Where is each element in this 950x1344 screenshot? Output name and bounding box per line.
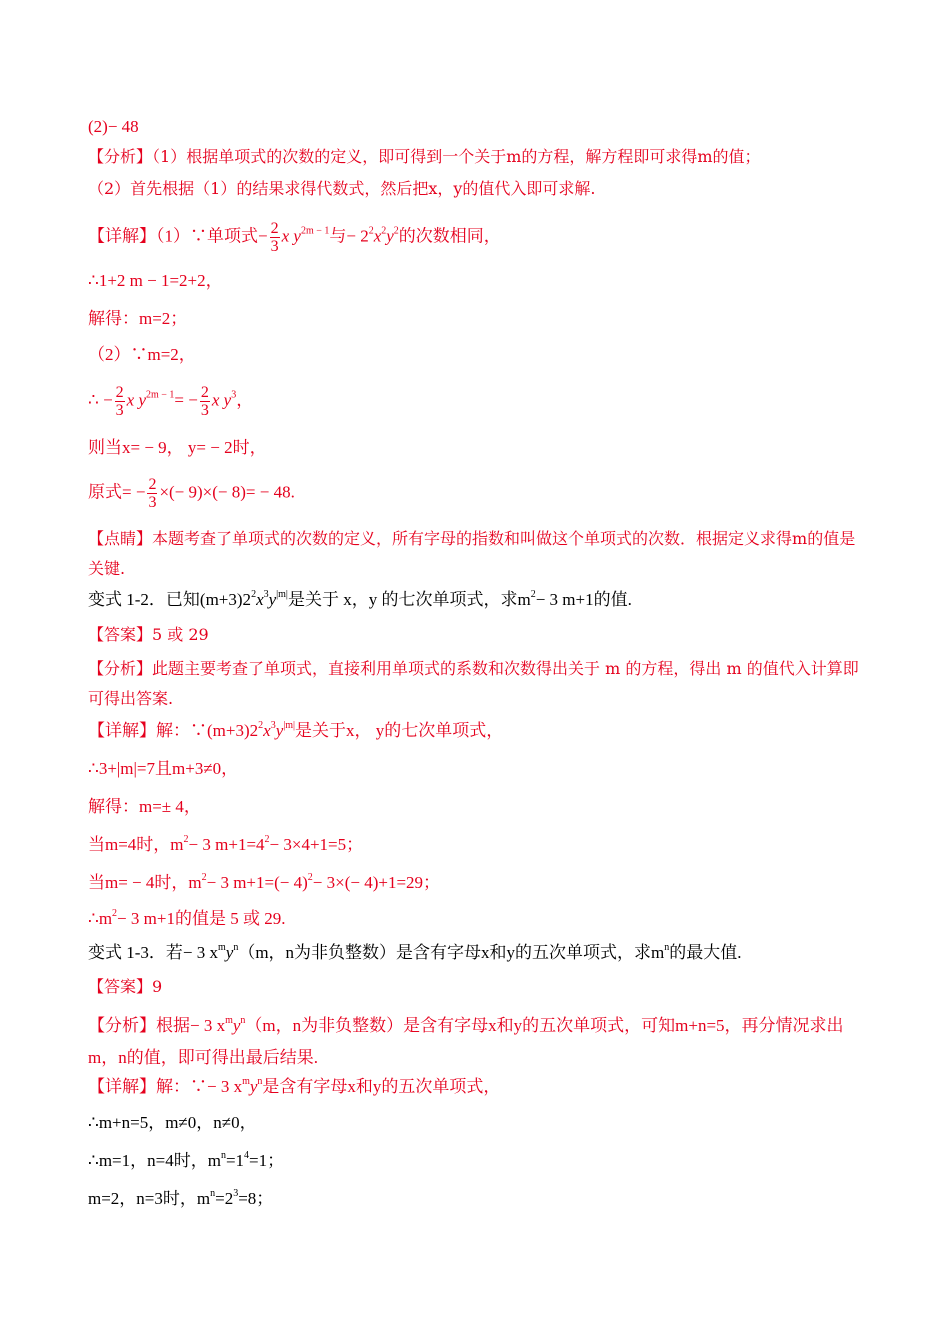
exponent: 2 bbox=[251, 589, 257, 600]
exponent: m bbox=[218, 942, 226, 953]
detail-line-11 bbox=[88, 834, 870, 856]
question-text: 的最大值. bbox=[669, 943, 742, 962]
equation-text: （2）∵m=2， bbox=[88, 345, 196, 364]
exponent: n bbox=[664, 942, 670, 953]
detail-line-9 bbox=[88, 758, 870, 780]
math-var: x y bbox=[211, 390, 232, 410]
analysis-text: （m，n为非负整数）是含有字母x和y的五次单项式，可知m+n=5，再分情况求出m，n的值，即可得出最后结果. bbox=[88, 1016, 844, 1067]
detail-text: 解：∵− 3 x bbox=[156, 1077, 243, 1096]
answer-text: 5 或 29 bbox=[152, 625, 209, 644]
equation-text: ∴m=1，n=4时，m bbox=[88, 1151, 221, 1170]
detail-line-14 bbox=[88, 1076, 870, 1098]
equation-text: ∴1+2 m − 1=2+2， bbox=[88, 271, 223, 290]
equation-text: 解得：m=2； bbox=[88, 309, 188, 328]
detail-line-6 bbox=[88, 437, 870, 459]
answer-part-2 bbox=[88, 116, 870, 138]
detail-line-12 bbox=[88, 872, 870, 894]
detail-line-15 bbox=[88, 1112, 870, 1134]
fraction bbox=[200, 384, 210, 419]
exponent: n bbox=[233, 942, 239, 953]
exponent: n bbox=[240, 1015, 246, 1026]
math-var: y bbox=[232, 1016, 241, 1035]
detail-line-17 bbox=[88, 1188, 870, 1210]
detail-line-4 bbox=[88, 344, 870, 366]
equation-text: − 3 m+1=(− 4) bbox=[206, 873, 308, 892]
equation-text: =2 bbox=[215, 1189, 234, 1208]
detail-text: 解：∵(m+3)2 bbox=[156, 721, 259, 740]
exponent: 2 bbox=[307, 872, 313, 883]
exponent: n bbox=[210, 1188, 216, 1199]
exponent: 4 bbox=[244, 1150, 250, 1161]
answer-tag: 【答案】 bbox=[88, 977, 153, 996]
math-var: y bbox=[268, 590, 277, 609]
fraction bbox=[270, 220, 280, 255]
detail-tag: 【详解】 bbox=[88, 1077, 156, 1096]
fraction bbox=[147, 476, 157, 511]
analysis-text: 根据− 3 x bbox=[156, 1016, 226, 1035]
answer-tag: 【答案】 bbox=[88, 625, 153, 644]
exponent: 2 bbox=[264, 834, 270, 845]
equation-text: ， bbox=[236, 390, 254, 410]
exponent: 3 bbox=[263, 589, 269, 600]
math-expr: (m+3)2 bbox=[199, 590, 252, 609]
detail-text: 是关于x， y的七次单项式， bbox=[295, 721, 504, 740]
equation-text: ×(− 9)×(− 8)= − 48. bbox=[159, 482, 295, 502]
fraction-numerator: 2 bbox=[148, 476, 157, 493]
detail-text: 是含有字母x和y的五次单项式， bbox=[262, 1077, 501, 1096]
math-var: y bbox=[249, 1077, 258, 1096]
exponent: 2 bbox=[183, 834, 189, 845]
math-var: y bbox=[275, 721, 284, 740]
analysis-tag: 【分析】 bbox=[88, 659, 153, 678]
math-var: x bbox=[256, 590, 264, 609]
comment-tag: 【点睛】 bbox=[88, 529, 153, 548]
equation-text: ∴3+|m|=7且m+3≠0， bbox=[88, 759, 239, 778]
equation-text: − 3 m+1的值是 5 或 29. bbox=[117, 909, 286, 928]
equation-text: 原式= − bbox=[88, 482, 146, 502]
exponent: 2m − 1 bbox=[300, 225, 330, 237]
detail-line-13 bbox=[88, 908, 870, 930]
question-text: （m，n为非负整数）是含有字母x和y的五次单项式，求m bbox=[238, 943, 665, 962]
fraction-denominator: 3 bbox=[270, 238, 279, 255]
equation-text: =1 bbox=[225, 1151, 245, 1170]
question-text: 变式 1-3．若− 3 x bbox=[88, 943, 218, 962]
detail-tag: 【详解】 bbox=[88, 721, 156, 740]
equation-text: = − bbox=[174, 390, 198, 410]
detail-line-5 bbox=[88, 384, 870, 419]
exponent: |m| bbox=[276, 589, 288, 600]
exponent: 3 bbox=[233, 1188, 239, 1199]
equation-text: m=2，n=3时，m bbox=[88, 1189, 211, 1208]
exponent: m bbox=[242, 1076, 250, 1087]
math-var: x y bbox=[126, 390, 146, 410]
question-text: 变式 1-2．已知 bbox=[88, 590, 200, 609]
exponent: n bbox=[257, 1076, 263, 1087]
exponent: 2 bbox=[368, 225, 374, 237]
exponent: |m| bbox=[283, 720, 296, 731]
comment-text: 本题考查了单项式的次数的定义，所有字母的指数和叫做这个单项式的次数．根据定义求得m的值是关键. bbox=[88, 529, 856, 578]
equation-text: 当m= − 4时，m bbox=[88, 873, 202, 892]
exponent: 2 bbox=[201, 872, 207, 883]
math-var: x y bbox=[281, 226, 301, 246]
exponent: 2m − 1 bbox=[146, 389, 175, 401]
equation-text: =8； bbox=[238, 1189, 274, 1208]
detail-line-3 bbox=[88, 308, 870, 330]
analysis-line-1 bbox=[88, 146, 870, 168]
equation-text: ∴m+n=5，m≠0，n≠0， bbox=[88, 1113, 257, 1132]
fraction-numerator: 2 bbox=[115, 384, 124, 401]
fraction bbox=[115, 384, 125, 419]
detail-line-8 bbox=[88, 718, 870, 744]
analysis-text: （2）首先根据（1）的结果求得代数式，然后把x，y的值代入即可求解. bbox=[88, 179, 596, 198]
equation-text: =1； bbox=[249, 1151, 285, 1170]
detail-line-16 bbox=[88, 1150, 870, 1172]
variant-1-2-question bbox=[88, 588, 870, 612]
question-text: 是关于 x，y 的七次单项式，求m bbox=[287, 590, 531, 609]
detail-line-7 bbox=[88, 476, 870, 511]
equation-text: − 3 m+1=4 bbox=[188, 835, 265, 854]
math-var: x bbox=[263, 721, 271, 740]
equation-text: ∴m bbox=[88, 909, 113, 928]
detail-text: （1）∵单项式− bbox=[156, 226, 268, 246]
answer-line bbox=[88, 976, 870, 998]
equation-text: 则当x= − 9， y= − 2时， bbox=[88, 438, 267, 457]
answer-text: (2)− 48 bbox=[88, 117, 139, 136]
detail-line-1 bbox=[88, 220, 870, 255]
analysis-text: 此题主要考查了单项式，直接利用单项式的系数和次数得出关于 m 的方程，得出 m 的值代入计算即可得出答案. bbox=[88, 659, 859, 708]
fraction-numerator: 2 bbox=[270, 220, 279, 237]
detail-tag: 【详解】 bbox=[88, 226, 156, 246]
equation-text: − 3×4+1=5； bbox=[269, 835, 364, 854]
math-var: x bbox=[373, 226, 382, 246]
math-var: y bbox=[225, 943, 234, 962]
analysis-tag: 【分析】 bbox=[88, 1016, 156, 1035]
exponent: m bbox=[225, 1015, 233, 1026]
fraction-denominator: 3 bbox=[148, 494, 157, 511]
equation-text: ∴ − bbox=[88, 390, 113, 410]
exponent: 3 bbox=[270, 720, 276, 731]
equation-text: 当m=4时，m bbox=[88, 835, 184, 854]
detail-text: 的次数相同， bbox=[398, 226, 501, 246]
comment-paragraph bbox=[88, 524, 870, 584]
exponent: 2 bbox=[258, 720, 264, 731]
fraction-denominator: 3 bbox=[115, 402, 124, 419]
exponent: 2 bbox=[381, 225, 387, 237]
answer-line bbox=[88, 624, 870, 646]
detail-text: 与− 2 bbox=[329, 226, 369, 246]
question-text: − 3 m+1的值. bbox=[535, 590, 632, 609]
analysis-tag: 【分析】 bbox=[88, 147, 153, 166]
exponent: 3 bbox=[231, 389, 237, 401]
equation-text: 解得：m=± 4， bbox=[88, 797, 201, 816]
analysis-line-2 bbox=[88, 178, 870, 200]
fraction-numerator: 2 bbox=[200, 384, 209, 401]
exponent: 2 bbox=[530, 589, 536, 600]
fraction-denominator: 3 bbox=[200, 402, 209, 419]
analysis-paragraph bbox=[88, 654, 870, 714]
detail-line-2 bbox=[88, 270, 870, 292]
analysis-paragraph bbox=[88, 1010, 870, 1074]
analysis-text: （1）根据单项式的次数的定义，即可得到一个关于m的方程，解方程即可求得m的值； bbox=[152, 147, 761, 166]
detail-line-10 bbox=[88, 796, 870, 818]
exponent: n bbox=[220, 1150, 226, 1161]
answer-text: 9 bbox=[152, 977, 163, 996]
equation-text: − 3×(− 4)+1=29； bbox=[312, 873, 441, 892]
variant-1-3-question bbox=[88, 942, 870, 964]
math-var: y bbox=[386, 226, 394, 246]
exponent: 2 bbox=[112, 908, 118, 919]
exponent: 2 bbox=[393, 225, 399, 237]
